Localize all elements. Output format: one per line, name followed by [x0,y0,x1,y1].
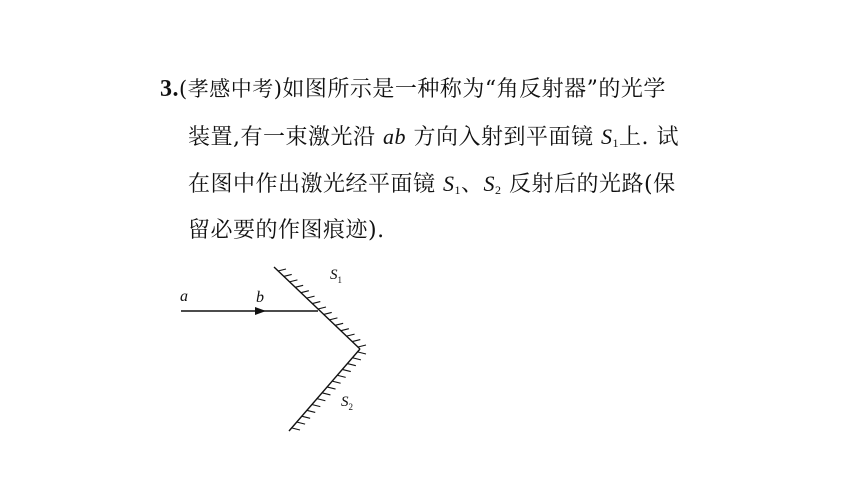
hatch-mark [328,387,336,389]
label-s2-subscript: 2 [348,402,353,412]
hatch-mark [343,370,351,372]
ray-arrow-icon [255,307,266,315]
mirror-s1-symbol: S [443,171,455,196]
question-source: (孝感中考) [179,77,283,101]
label-s1-letter: S [330,267,338,283]
hatch-mark [301,291,309,293]
hatch-mark [335,323,343,325]
mirror-s1-subscript: 1 [454,183,461,197]
mirror-s1-symbol: S [601,124,613,149]
mirror-s2-hatching [292,352,366,430]
mirror-s1 [274,267,360,349]
hatch-mark [297,422,305,424]
hatch-mark [307,296,315,298]
question-line-1-text: 如图所示是一种称为“角反射器”的光学 [282,77,666,102]
mirror-s2-subscript: 2 [495,183,502,197]
line-2-text-c: 上. 试 [619,125,679,150]
hatch-mark [358,352,366,354]
hatch-mark [284,274,292,276]
hatch-mark [292,428,300,430]
hatch-mark [341,329,349,331]
hatch-mark [278,269,286,271]
question-number: 3. [160,76,179,102]
line-3-text-a: 在图中作出激光经平面镜 [188,172,443,197]
hatch-mark [358,345,366,347]
hatch-mark [348,364,356,366]
line-2-text-b: 方向入射到平面镜 [406,125,601,150]
hatch-mark [317,399,325,401]
hatch-mark [347,334,355,336]
hatch-mark [338,375,346,377]
label-a: a [180,288,188,305]
hatch-mark [353,358,361,360]
mirror-s1-hatching [278,269,366,347]
hatch-mark [312,405,320,407]
line-2-text-a: 装置,有一束激光沿 [188,125,383,150]
label-s2 [341,394,353,412]
hatch-mark [307,410,315,412]
hatch-mark [329,318,337,320]
hatch-mark [318,307,326,309]
mirror-s2-symbol: S [483,171,496,196]
label-s2-letter: S [341,394,349,410]
hatch-mark [295,285,303,287]
hatch-mark [352,340,360,342]
question-line-4-text: 留必要的作图痕迹). [188,218,385,243]
hatch-mark [302,416,310,418]
mirror-s2 [289,349,360,431]
hatch-mark [312,302,320,304]
label-b: b [256,289,264,306]
hatch-mark [333,381,341,383]
mirror-s1-subscript: 1 [612,136,619,150]
separator: 、 [461,172,484,197]
label-s1 [330,267,342,285]
hatch-mark [289,280,297,282]
hatch-mark [324,312,332,314]
line-3-text-b: 反射后的光路(保 [501,172,676,197]
label-s1-subscript: 1 [337,275,342,285]
hatch-mark [322,393,330,395]
variable-ab: ab [383,124,406,149]
